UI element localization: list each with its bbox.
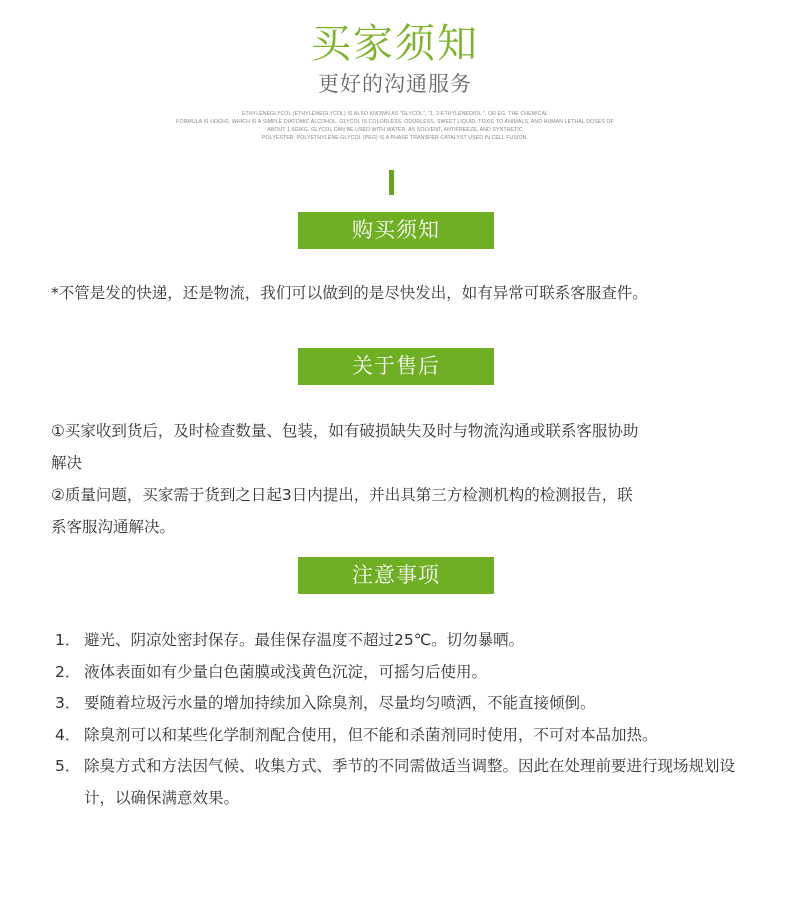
- list-item: [55, 720, 765, 752]
- vertical-divider: [389, 170, 394, 195]
- after-sales-line: ①买家收到货后，及时检查数量、包装，如有破损缺失及时与物流沟通或联系客服协助: [51, 422, 639, 440]
- english-line: ETHYLENEGLYCOL (ETHYLENEGLYCOL) IS ALSO KNOWN AS "GLYCOL", "1, 2-ETHYLENEDIOL ", OR EG. THE CHEMICAL: [241, 111, 548, 117]
- list-item: [55, 657, 765, 689]
- list-item-number: 2．: [55, 662, 81, 681]
- notes-list: [55, 625, 765, 814]
- list-item-text: 要随着垃圾污水量的增加持续加入除臭剂，尽量均匀喷洒，不能直接倾倒。: [84, 694, 596, 712]
- page-title: 买家须知: [311, 21, 479, 67]
- english-description: [150, 110, 640, 142]
- list-item-number: 4．: [55, 725, 81, 744]
- list-item-text: 液体表面如有少量白色菌膜或浅黄色沉淀，可摇匀后使用。: [84, 662, 488, 681]
- list-item-text: 除臭剂可以和某些化学制剂配合使用，但不能和杀菌剂同时使用，不可对本品加热。: [84, 725, 658, 744]
- list-item: [55, 688, 765, 720]
- after-sales-line: 系客服沟通解决。: [51, 518, 176, 536]
- page-subtitle: 更好的沟通服务: [318, 72, 472, 96]
- list-item-text: 除臭方式和方法因气候、收集方式、季节的不同需做适当调整。因此在处理前要进行现场规划设计，以确保满意效果。: [84, 757, 736, 807]
- section-header-after-sales: 关于售后: [298, 348, 494, 385]
- after-sales-line: 解决: [51, 454, 83, 472]
- list-item: [55, 751, 765, 814]
- list-item-number: 3．: [55, 694, 81, 712]
- list-item-text: 避光、阴凉处密封保存。最佳保存温度不超过25℃。切勿暴晒。: [84, 631, 525, 649]
- english-line: ABOUT 1.6G/KG. GLYCOL CAN BE USED WITH WATER, AS SOLVENT, ANTIFREEZE, AND SYNTHETIC: [267, 127, 523, 133]
- list-item-number: 5．: [55, 757, 81, 775]
- list-item: [55, 625, 765, 657]
- after-sales-text: [51, 415, 751, 543]
- section-header-purchase: 购买须知: [298, 212, 494, 249]
- english-line: POLYESTER. POLYETHYLENE GLYCOL (PEG) IS A PHASE TRANSFER CATALYST USED IN CELL FUSION.: [261, 135, 529, 141]
- section-header-notes: 注意事项: [298, 557, 494, 594]
- list-item-number: 1．: [55, 631, 81, 649]
- purchase-notice-text: *不管是发的快递，还是物流，我们可以做到的是尽快发出，如有异常可联系客服查件。: [51, 284, 648, 302]
- after-sales-line: ②质量问题，买家需于货到之日起3日内提出，并出具第三方检测机构的检测报告，联: [51, 486, 633, 504]
- english-line: FORMULA IS HOCH2, WHICH IS A SIMPLE DIATOMIC ALCOHOL. GLYCOL IS COLORLESS, ODORLESS, SWEET LIQUID, TOXIC TO ANIMALS, AND HUMAN LETHAL DOSES OF: [176, 119, 614, 125]
